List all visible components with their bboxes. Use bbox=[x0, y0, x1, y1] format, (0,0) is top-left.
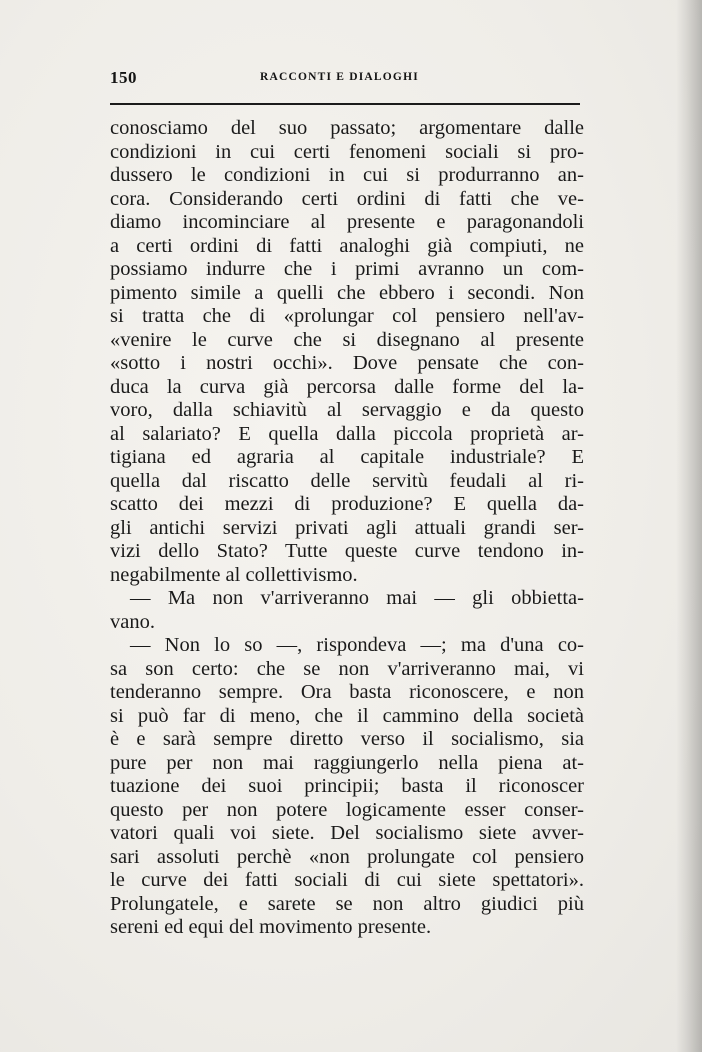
text-line: sari assoluti perchè «non prolungate col pensiero bbox=[110, 845, 584, 868]
text-line: tigiana ed agraria al capitale industriale? E bbox=[110, 446, 584, 468]
page-header bbox=[110, 68, 580, 92]
text-line: le curve dei fatti sociali di cui siete spettatori». bbox=[110, 869, 584, 891]
text-line: vano. bbox=[110, 610, 155, 633]
text-line: pimento simile a quelli che ebbero i secondi. Non bbox=[110, 281, 584, 304]
text-line: duca la curva già percorsa dalle forme del la- bbox=[110, 375, 584, 398]
text-line: negabilmente al collettivismo. bbox=[110, 563, 358, 586]
text-line: vizi dello Stato? Tutte queste curve tendono in- bbox=[110, 540, 584, 562]
body-text bbox=[110, 117, 584, 940]
text-line: scatto dei mezzi di produzione? E quella da- bbox=[110, 493, 584, 515]
text-line: si tratta che di «prolungar col pensiero nell'av- bbox=[110, 305, 584, 327]
text-line: — Ma non v'arriveranno mai — gli obbietta- bbox=[130, 587, 584, 609]
page-binding-shadow bbox=[676, 0, 702, 1052]
text-line: cora. Considerando certi ordini di fatti che ve- bbox=[110, 187, 584, 210]
text-line: «venire le curve che si disegnano al presente bbox=[110, 328, 584, 351]
text-line: a certi ordini di fatti analoghi già compiuti, ne bbox=[110, 234, 584, 257]
text-line: quella dal riscatto delle servitù feudali al ri- bbox=[110, 469, 584, 492]
text-line: vatori quali voi siete. Del socialismo siete avver- bbox=[110, 822, 584, 844]
text-line: voro, dalla schiavitù al servaggio e da questo bbox=[110, 399, 584, 421]
text-line: dussero le condizioni in cui si produrranno an- bbox=[110, 164, 584, 186]
text-line: gli antichi servizi privati agli attuali grandi ser- bbox=[110, 516, 584, 539]
text-line: si può far di meno, che il cammino della società bbox=[110, 704, 584, 727]
header-rule bbox=[110, 103, 580, 105]
text-line: sa son certo: che se non v'arriveranno mai, vi bbox=[110, 657, 584, 680]
text-line: al salariato? E quella dalla piccola proprietà ar- bbox=[110, 422, 584, 445]
text-line: condizioni in cui certi fenomeni sociali si pro- bbox=[110, 140, 584, 163]
text-line: tenderanno sempre. Ora basta riconoscere, e non bbox=[110, 681, 584, 703]
page-number: 150 bbox=[110, 68, 137, 87]
text-line: «sotto i nostri occhi». Dove pensate che con- bbox=[110, 352, 584, 374]
text-line: conosciamo del suo passato; argomentare dalle bbox=[110, 117, 584, 139]
running-title: RACCONTI E DIALOGHI bbox=[260, 71, 419, 83]
text-line: diamo incominciare al presente e paragonandoli bbox=[110, 211, 584, 233]
text-line: pure per non mai raggiungerlo nella piena at- bbox=[110, 751, 584, 774]
text-line: possiamo indurre che i primi avranno un com- bbox=[110, 258, 584, 280]
text-line: è e sarà sempre diretto verso il socialismo, sia bbox=[110, 728, 584, 750]
text-line: tuazione dei suoi principii; basta il riconoscer bbox=[110, 775, 584, 797]
text-line: — Non lo so —, rispondeva —; ma d'una co- bbox=[130, 634, 584, 656]
text-line: Prolungatele, e sarete se non altro giudici più bbox=[110, 892, 584, 915]
text-line: sereni ed equi del movimento presente. bbox=[110, 916, 432, 938]
text-line: questo per non potere logicamente esser conser- bbox=[110, 798, 584, 821]
